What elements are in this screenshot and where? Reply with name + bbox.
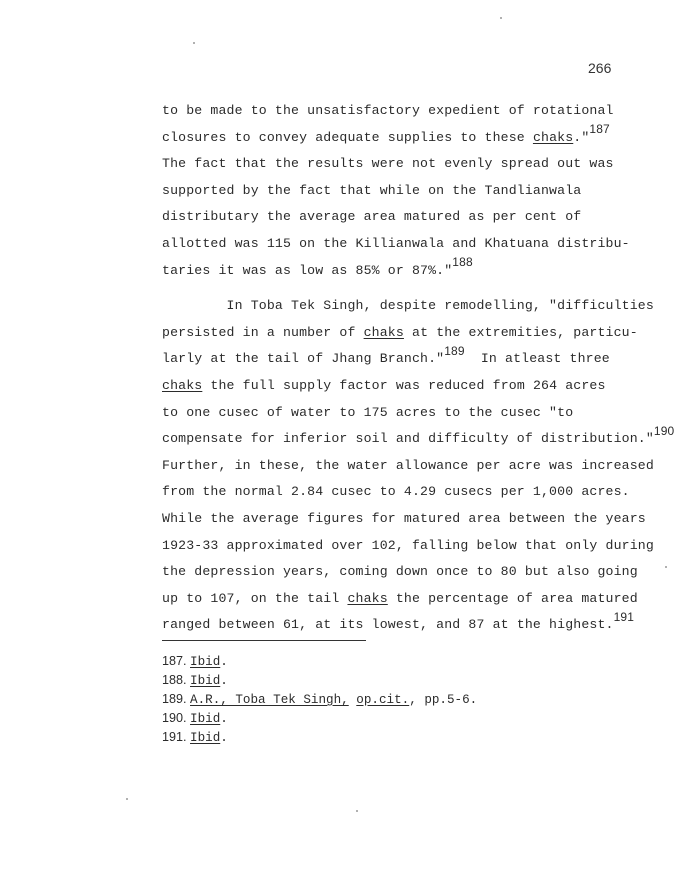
footnote-item (162, 728, 477, 747)
underlined-text: Ibid (190, 655, 221, 669)
text-line (162, 343, 682, 373)
text-run: 1923-33 approximated over 102, falling below that only during (162, 537, 654, 553)
footnote-reference: 187 (589, 122, 610, 137)
text-run: from the normal 2.84 cusec to 4.29 cusecs per 1,000 acres. (162, 484, 630, 500)
text-line (162, 122, 682, 152)
scan-speck (500, 17, 502, 19)
text-run: the percentage of area matured (387, 590, 638, 606)
text-line (162, 479, 682, 506)
text-run: . (220, 712, 228, 726)
scan-speck (126, 798, 128, 800)
footnote-item (162, 709, 477, 728)
scan-speck (193, 42, 195, 44)
text-run: . (220, 674, 228, 688)
underlined-text: chaks (363, 324, 404, 340)
text-run: taries it was as low as 85% or 87%." (162, 262, 453, 278)
underlined-text: Ibid (190, 731, 221, 745)
footnote-item (162, 690, 477, 709)
text-line (162, 320, 682, 347)
underlined-text: A.R., Toba Tek Singh, (190, 693, 349, 707)
text-line (162, 373, 682, 400)
text-line (162, 533, 682, 560)
text-run: Further, in these, the water allowance per acre was increased (162, 457, 654, 473)
text-run: ." (573, 129, 590, 145)
text-run: supported by the fact that while on the Tandlianwala (162, 182, 582, 198)
text-run: at the extremities, particu- (403, 324, 638, 340)
text-line (162, 609, 682, 639)
text-run: . (220, 731, 228, 745)
underlined-text: op.cit. (356, 693, 410, 707)
text-line (162, 204, 682, 231)
text-run: to be made to the unsatisfactory expedient of rotational (162, 103, 614, 118)
footnote-number: 187. (162, 654, 191, 668)
footnote-number: 191. (162, 730, 191, 744)
body-text (162, 98, 682, 639)
text-run: to one cusec of water to 175 acres to the cusec "to (162, 404, 574, 420)
underlined-text: chaks (162, 377, 203, 393)
footnote-separator-rule (162, 640, 366, 641)
text-run: persisted in a number of (162, 324, 364, 340)
underlined-text: chaks (347, 590, 388, 606)
scan-speck (665, 566, 667, 568)
text-run: The fact that the results were not evenly spread out was (162, 156, 614, 172)
footnote-number: 189. (162, 692, 191, 706)
text-line (162, 255, 682, 285)
text-line (162, 178, 682, 205)
underlined-text: Ibid (190, 712, 221, 726)
text-line (162, 151, 682, 178)
footnote-reference: 191 (613, 609, 635, 624)
text-line (162, 586, 682, 613)
text-run: ranged between 61, at its lowest, and 87 at the highest. (162, 617, 614, 633)
underlined-text: Ibid (190, 674, 221, 688)
footnote-reference: 188 (452, 255, 473, 270)
text-run: While the average figures for matured area between the years (162, 510, 646, 526)
text-run: closures to convey adequate supplies to these (162, 129, 533, 145)
footnote-item (162, 671, 477, 690)
text-line (162, 453, 682, 480)
text-line (162, 423, 682, 453)
underlined-text: chaks (532, 129, 574, 145)
text-run: allotted was 115 on the Killianwala and Khatuana distribu- (162, 235, 630, 251)
footnote-reference: 189 (444, 343, 465, 358)
text-run: up to 107, on the tail (162, 590, 348, 606)
text-line (162, 400, 682, 427)
text-line (162, 506, 682, 533)
footnote-reference: 190 (653, 423, 675, 438)
text-run: the full supply factor was reduced from 264 acres (202, 377, 606, 393)
page-number: 266 (588, 60, 612, 76)
footnote-item (162, 652, 477, 671)
footnote-number: 188. (162, 673, 191, 687)
text-run: compensate for inferior soil and difficulty of distribution." (162, 431, 654, 447)
text-line (162, 98, 682, 125)
text-run: , pp.5-6. (409, 693, 478, 707)
text-run: distributary the average area matured as per cent of (162, 209, 582, 225)
scan-speck (356, 810, 358, 812)
text-run: . (220, 655, 228, 669)
text-line (162, 293, 682, 320)
footnote-number: 190. (162, 711, 191, 725)
text-run: In Toba Tek Singh, despite remodelling, "difficulties (162, 298, 654, 314)
text-line (162, 559, 682, 586)
footnotes (162, 652, 477, 747)
text-run: larly at the tail of Jhang Branch." (162, 351, 445, 367)
text-run: In atleast three (464, 351, 610, 367)
text-run: the depression years, coming down once to 80 but also going (162, 564, 638, 580)
text-line (162, 231, 682, 258)
